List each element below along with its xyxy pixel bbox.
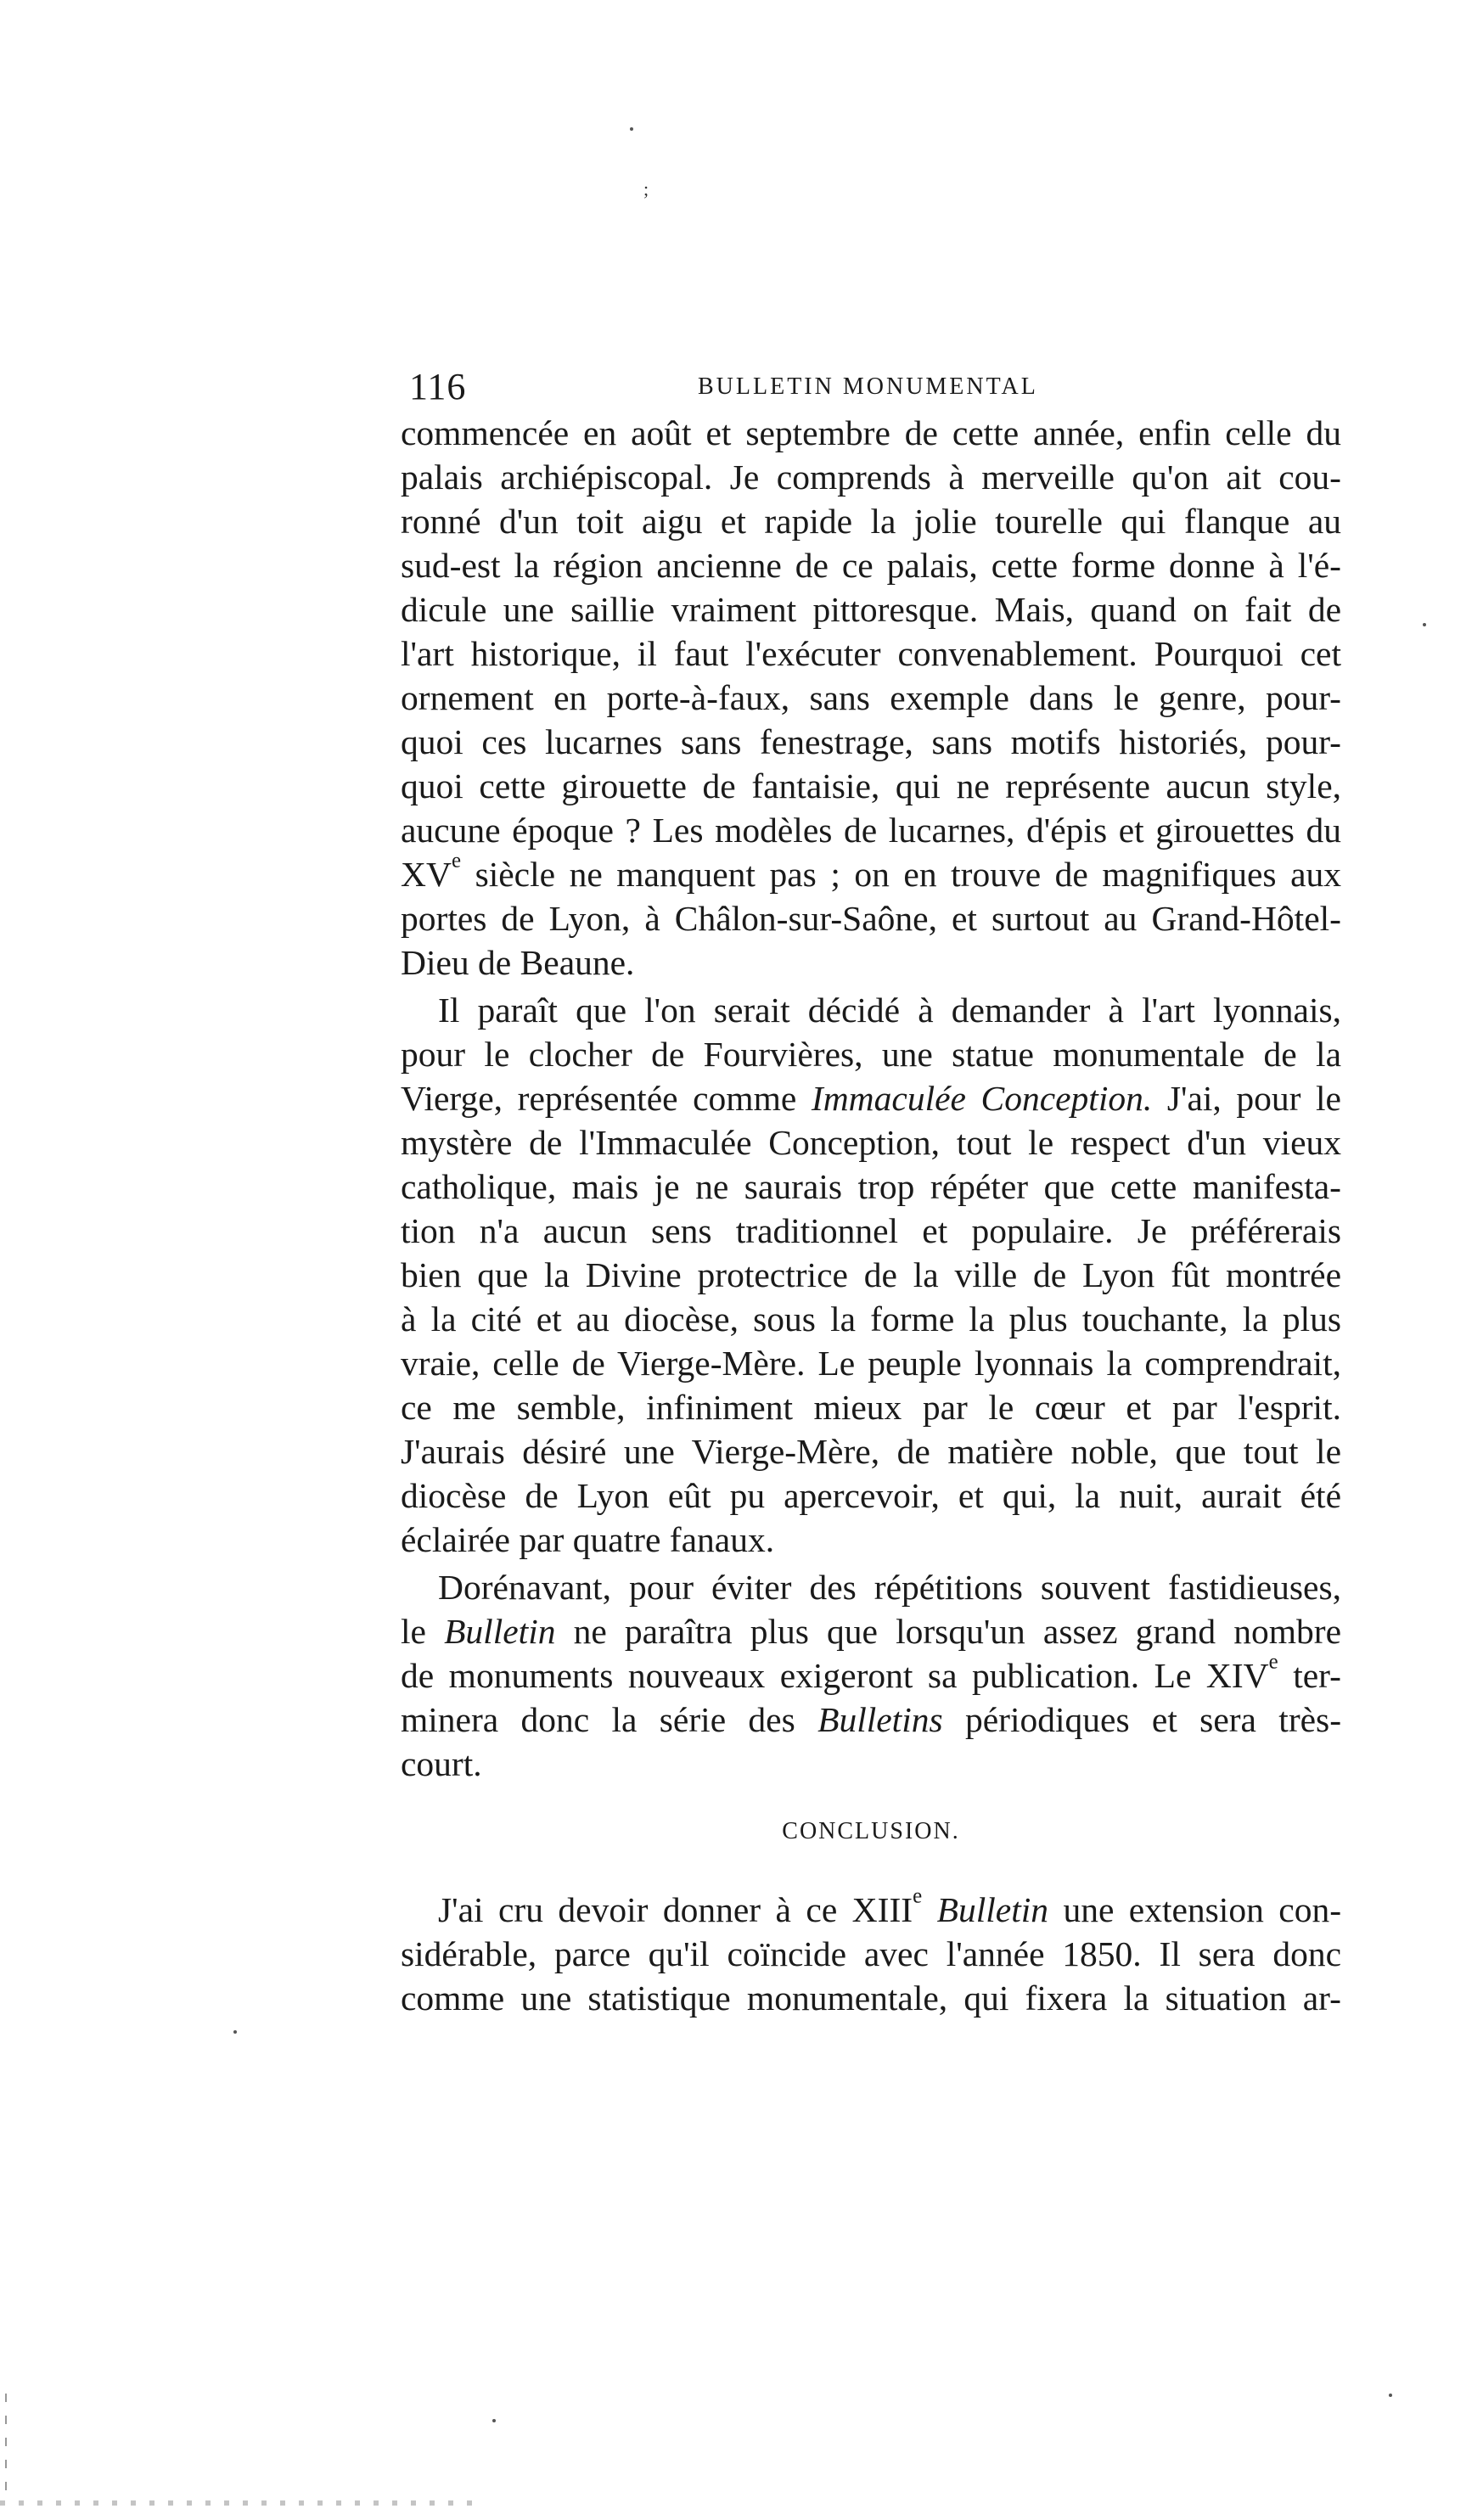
page-number: 116 [409,366,467,407]
text-line: tion n'a aucun sens traditionnel et populaire. Je préférerais [401,1211,1341,1250]
line-text: J'ai cru devoir donner à ce XIII [438,1890,913,1929]
line-text: de monuments nouveaux exigeront sa publication. Le XIV [401,1656,1269,1695]
scan-speck [630,127,633,131]
text-line: court. [401,1744,482,1783]
text-line [401,1609,1341,1653]
scan-speck [1389,2394,1392,2397]
italic-term: Immaculée Conception. [811,1079,1153,1118]
superscript: e [1268,1650,1278,1674]
line-text: périodiques et sera très- [964,1700,1342,1739]
italic-term: Bulletin [444,1612,556,1651]
body-text [401,411,1341,2020]
section-heading: CONCLUSION. [782,1818,960,1844]
scan-bottom-marks [0,2500,475,2506]
top-mark: ; [643,178,649,199]
line-text: ne paraîtra plus que lorsqu'un assez grand nombre [573,1612,1341,1651]
line-text: J'ai, pour le [1166,1079,1341,1118]
paragraph-4 [401,1884,1342,2020]
text-line [401,1698,1341,1742]
line-text: le [401,1612,426,1651]
text-line [401,1884,1342,1932]
text-line: comme une statistique monumentale, qui fixera la situation ar- [401,1978,1341,2018]
text-line: palais archiépiscopal. Je comprends à merveille qu'on ait cou- [401,457,1341,497]
text-line: ronné d'un toit aigu et rapide la jolie tourelle qui flanque au [401,502,1341,541]
text-line: vraie, celle de Vierge-Mère. Le peuple lyonnais la comprendrait, [401,1344,1341,1383]
text-line: catholique, mais je ne saurais trop répéter que cette manifesta- [401,1167,1341,1206]
text-line: quoi cette girouette de fantaisie, qui ne représente aucun style, [401,766,1341,805]
text-line: commencée en août et septembre de cette année, enfin celle du [401,413,1341,452]
line-text: minera donc la série des [401,1700,795,1739]
text-line [401,1076,1341,1120]
text-line: à la cité et au diocèse, sous la forme la plus touchante, la plus [401,1299,1341,1339]
line-text: une extension con- [1063,1890,1342,1929]
text-line: ce me semble, infiniment mieux par le cœur et par l'esprit. [401,1388,1341,1427]
text-line: J'aurais désiré une Vierge-Mère, de matière noble, que tout le [401,1432,1341,1471]
text-line: pour le clocher de Fourvières, une statue monumentale de la [401,1035,1341,1074]
text-line: éclairée par quatre fanaux. [401,1520,775,1559]
text-line: quoi ces lucarnes sans fenestrage, sans motifs historiés, pour- [401,722,1341,761]
superscript: e [451,849,462,873]
scan-edge-marks [5,2394,7,2495]
paragraph-1 [401,411,1341,985]
text-line: aucune époque ? Les modèles de lucarnes, d'épis et girouettes du [401,811,1341,850]
text-line: sidérable, parce qu'il coïncide avec l'année 1850. Il sera donc [401,1934,1341,1973]
superscript: e [913,1884,923,1908]
text-line: ornement en porte-à-faux, sans exemple dans le genre, pour- [401,678,1341,717]
text-line: Dorénavant, pour éviter des répétitions souvent fastidieuses, [438,1568,1341,1607]
italic-term: Bulletin [936,1890,1048,1929]
text-line: bien que la Divine protectrice de la ville de Lyon fût montrée [401,1255,1341,1294]
text-line: diocèse de Lyon eût pu apercevoir, et qui, la nuit, aurait été [401,1476,1341,1515]
text-line: portes de Lyon, à Châlon-sur-Saône, et surtout au Grand-Hôtel- [401,899,1341,938]
century-numeral: XV [401,855,452,894]
text-line: Il paraît que l'on serait décidé à demander à l'art lyonnais, [438,991,1341,1030]
line-text: ter- [1293,1656,1341,1695]
paragraph-2 [401,988,1341,1562]
text-line: dicule une saillie vraiment pittoresque. Mais, quand on fait de [401,590,1341,629]
scan-speck [492,2419,496,2422]
text-line: sud-est la région ancienne de ce palais, cette forme donne à l'é- [401,546,1341,585]
text-line: Dieu de Beaune. [401,943,635,982]
italic-term: Bulletins [817,1700,943,1739]
scan-speck [233,2030,237,2034]
text-line: mystère de l'Immaculée Conception, tout le respect d'un vieux [401,1123,1341,1162]
running-head [409,363,1343,411]
paragraph-3 [401,1565,1341,1786]
text-line [401,849,1341,896]
line-text: siècle ne manquent pas ; on en trouve de magnifiques aux [475,855,1341,894]
text-line [401,1650,1341,1698]
journal-title: BULLETIN MONUMENTAL [698,373,1038,400]
scan-speck [1423,623,1426,626]
line-text: Vierge, représentée comme [401,1079,797,1118]
text-line: l'art historique, il faut l'exécuter convenablement. Pourquoi cet [401,634,1341,673]
